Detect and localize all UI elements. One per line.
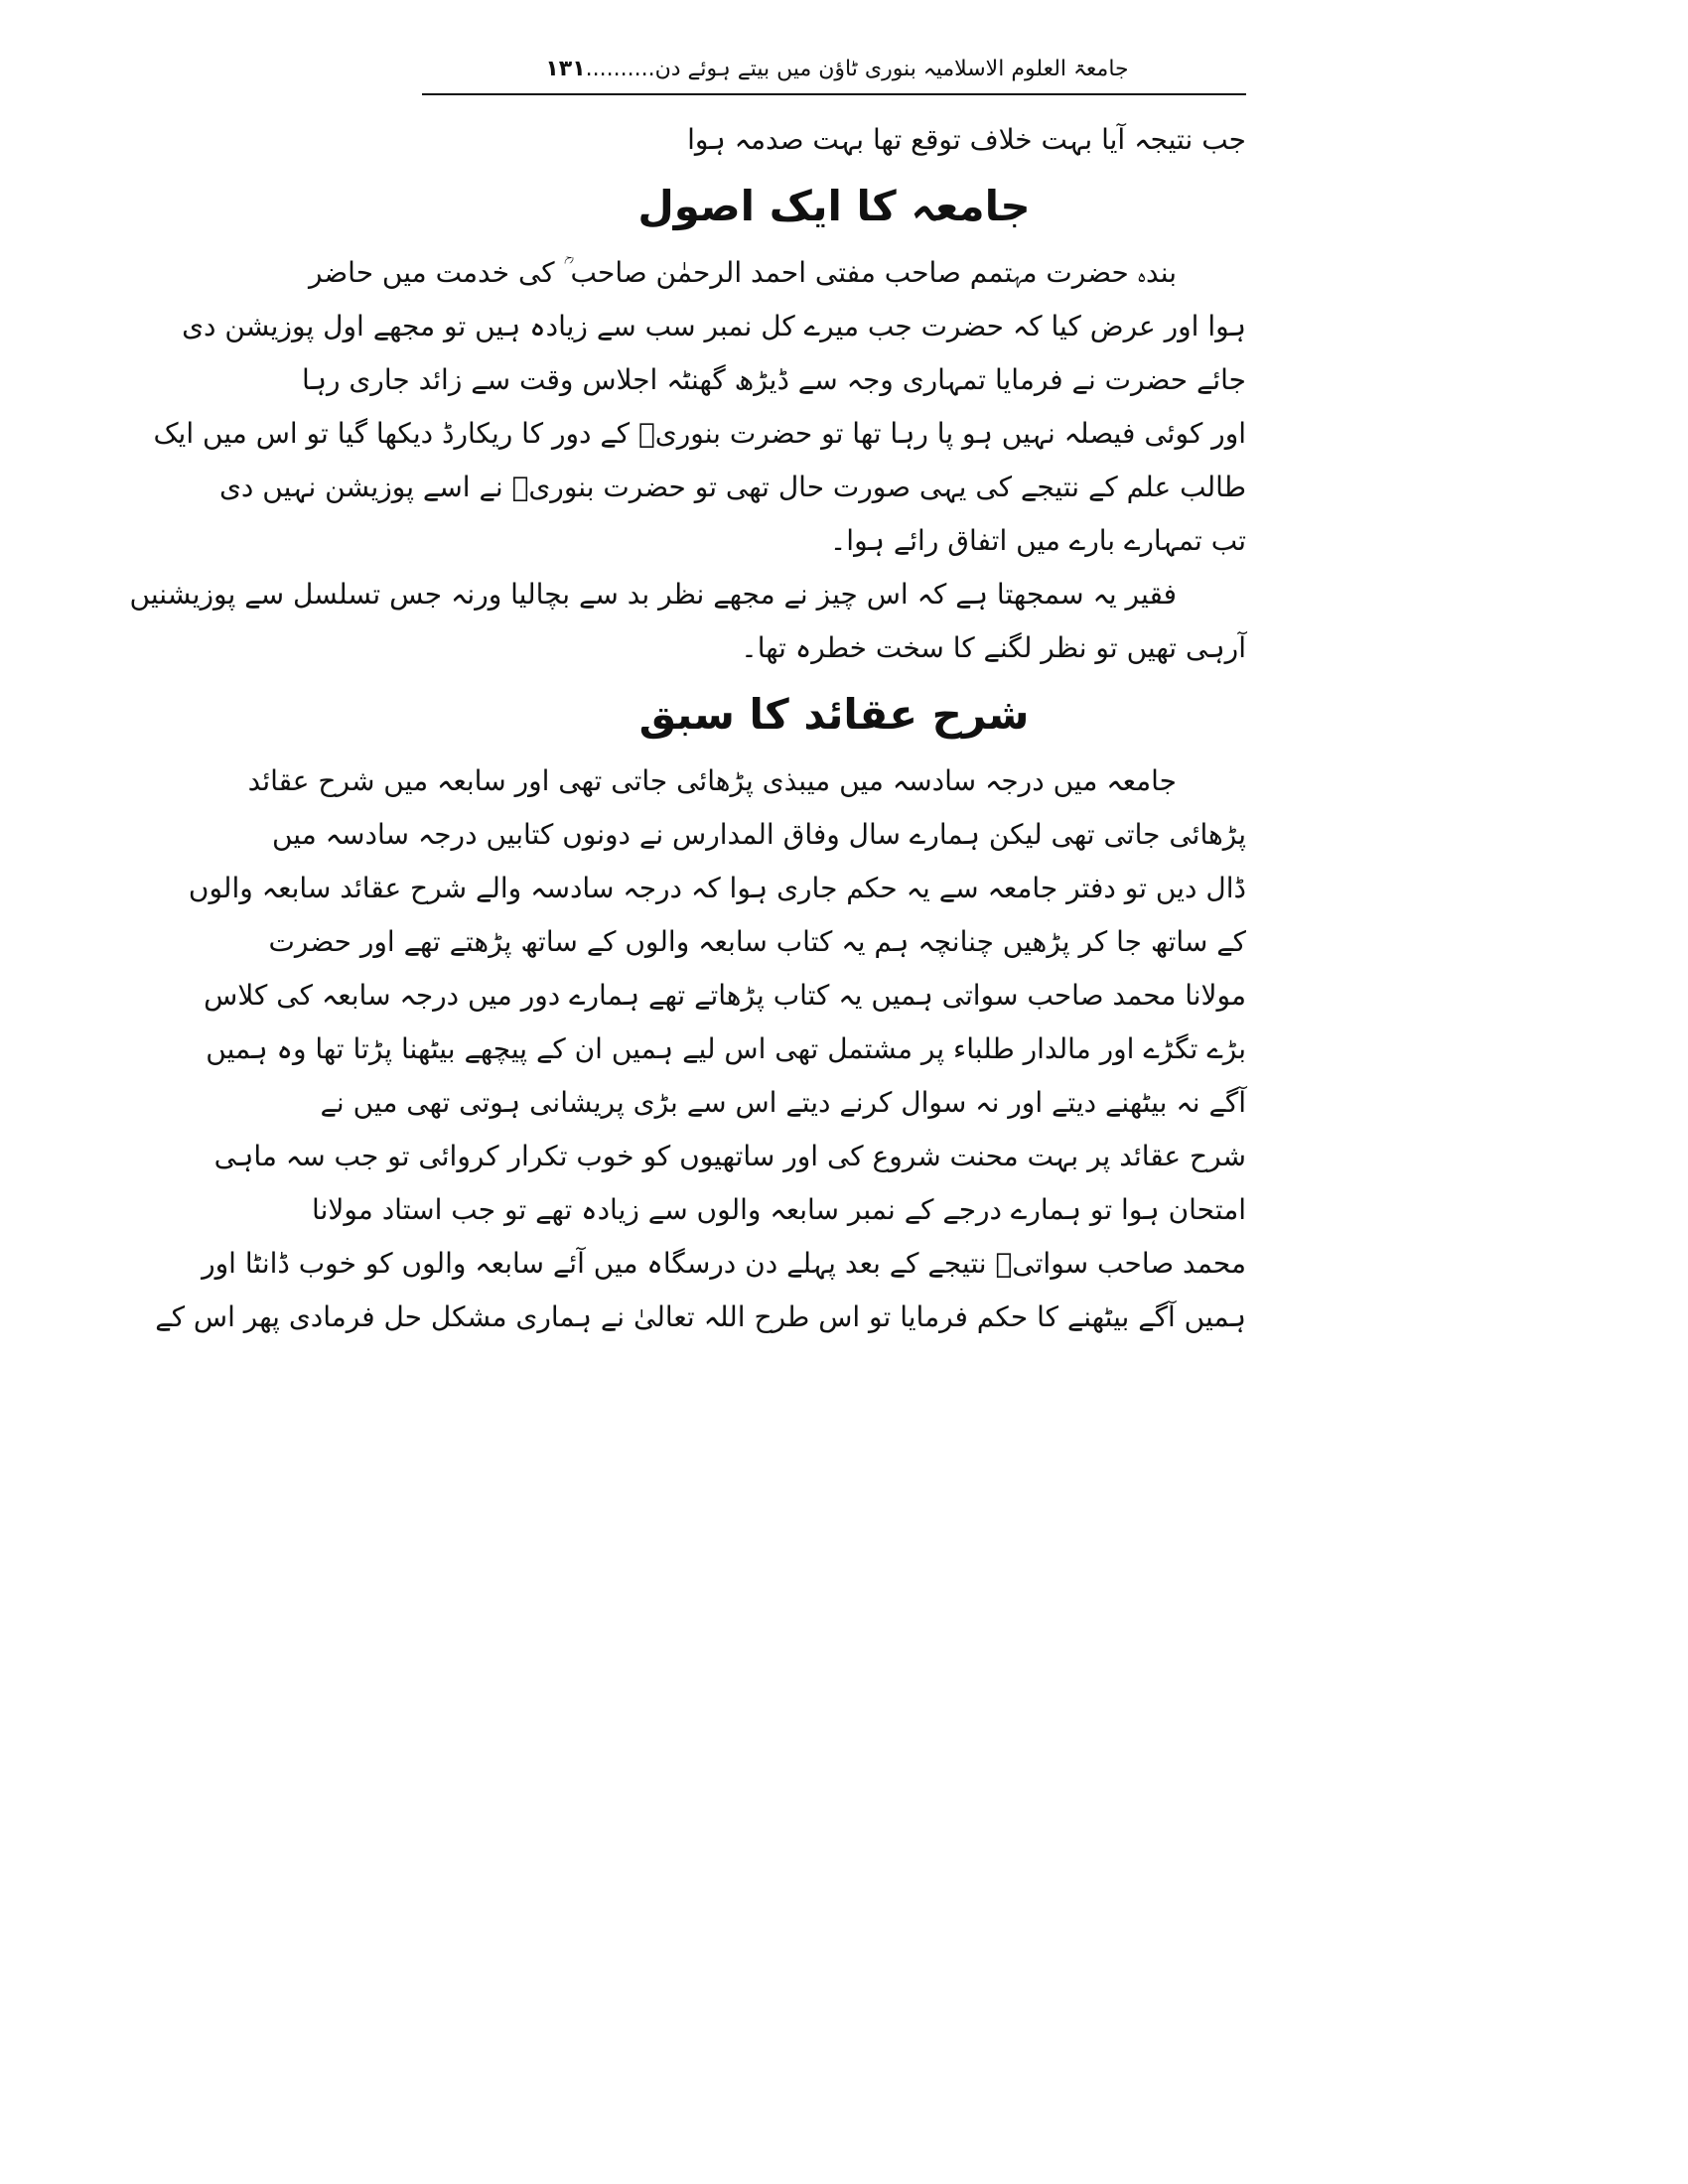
paragraph-line: تب تمہارے بارے میں اتفاق رائے ہوا۔	[829, 524, 1246, 557]
paragraph-line: اور کوئی فیصلہ نہیں ہو پا رہا تھا تو حضرت بنوریؒ کے دور کا ریکارڈ دیکھا گیا تو اس میں ایک	[153, 417, 1246, 450]
page-number: ۱۳۱	[545, 57, 586, 81]
running-header	[422, 50, 1246, 95]
paragraph-line: بندہ حضرت مہتمم صاحب مفتی احمد الرحمٰن صاحب ؒ کی خدمت میں حاضر	[308, 256, 1177, 289]
section-heading-sharh-aqaid: شرح عقائد کا سبق	[638, 690, 1030, 739]
paragraph-line: فقیر یہ سمجھتا ہے کہ اس چیز نے مجھے نظر بد سے بچالیا ورنہ جس تسلسل سے پوزیشنیں	[129, 578, 1177, 611]
paragraph-line: بڑے تگڑے اور مالدار طلباء پر مشتمل تھی اس لیے ہمیں ان کے پیچھے بیٹھنا پڑتا تھا وہ ہمیں	[206, 1032, 1246, 1065]
running-header-title: جامعۃ العلوم الاسلامیہ بنوری ٹاؤن میں بیتے ہوئے دن..........	[585, 57, 1129, 81]
paragraph-line: مولانا محمد صاحب سواتی ہمیں یہ کتاب پڑھاتے تھے ہمارے دور میں درجہ سابعہ کی کلاس	[204, 979, 1246, 1012]
paragraph-line: آرہی تھیں تو نظر لگنے کا سخت خطرہ تھا۔	[741, 631, 1246, 664]
paragraph-line: ہوا اور عرض کیا کہ حضرت جب میرے کل نمبر سب سے زیادہ ہیں تو مجھے اول پوزیشن دی	[182, 310, 1246, 342]
paragraph-line: ڈال دیں تو دفتر جامعہ سے یہ حکم جاری ہوا کہ درجہ سادسہ والے شرح عقائد سابعہ والوں	[188, 872, 1246, 904]
paragraph-line: جائے حضرت نے فرمایا تمہاری وجہ سے ڈیڑھ گھنٹہ اجلاس وقت سے زائد جاری رہا	[302, 363, 1246, 396]
paragraph-line: شرح عقائد پر بہت محنت شروع کی اور ساتھیوں کو خوب تکرار کروائی تو جب سہ ماہی	[213, 1140, 1246, 1172]
section-heading-jamia-principle: جامعہ کا ایک اصول	[637, 182, 1031, 230]
paragraph-line: کے ساتھ جا کر پڑھیں چنانچہ ہم یہ کتاب سابعہ والوں کے ساتھ پڑھتے تھے اور حضرت	[268, 925, 1246, 958]
paragraph-line: محمد صاحب سواتیؒ نتیجے کے بعد پہلے دن درسگاہ میں آئے سابعہ والوں کو خوب ڈانٹا اور	[202, 1247, 1246, 1280]
paragraph-line: جامعہ میں درجہ سادسہ میں میبذی پڑھائی جاتی تھی اور سابعہ میں شرح عقائد	[247, 764, 1177, 797]
text-column	[129, 50, 1246, 1344]
paragraph-line: ہمیں آگے بیٹھنے کا حکم فرمایا تو اس طرح اللہ تعالیٰ نے ہماری مشکل حل فرمادی پھر اس کے	[155, 1300, 1246, 1333]
paragraph-line: آگے نہ بیٹھنے دیتے اور نہ سوال کرنے دیتے اس سے بڑی پریشانی ہوتی تھی میں نے	[320, 1086, 1246, 1119]
intro-line: جب نتیجہ آیا بہت خلاف توقع تھا بہت صدمہ ہوا	[687, 123, 1246, 156]
paragraph-line: پڑھائی جاتی تھی لیکن ہمارے سال وفاق المدارس نے دونوں کتابیں درجہ سادسہ میں	[271, 818, 1246, 851]
paragraph-line: طالب علم کے نتیجے کی یہی صورت حال تھی تو حضرت بنوریؒ نے اسے پوزیشن نہیں دی	[219, 471, 1246, 503]
paragraph-line: امتحان ہوا تو ہمارے درجے کے نمبر سابعہ والوں سے زیادہ تھے تو جب استاد مولانا	[312, 1193, 1246, 1226]
